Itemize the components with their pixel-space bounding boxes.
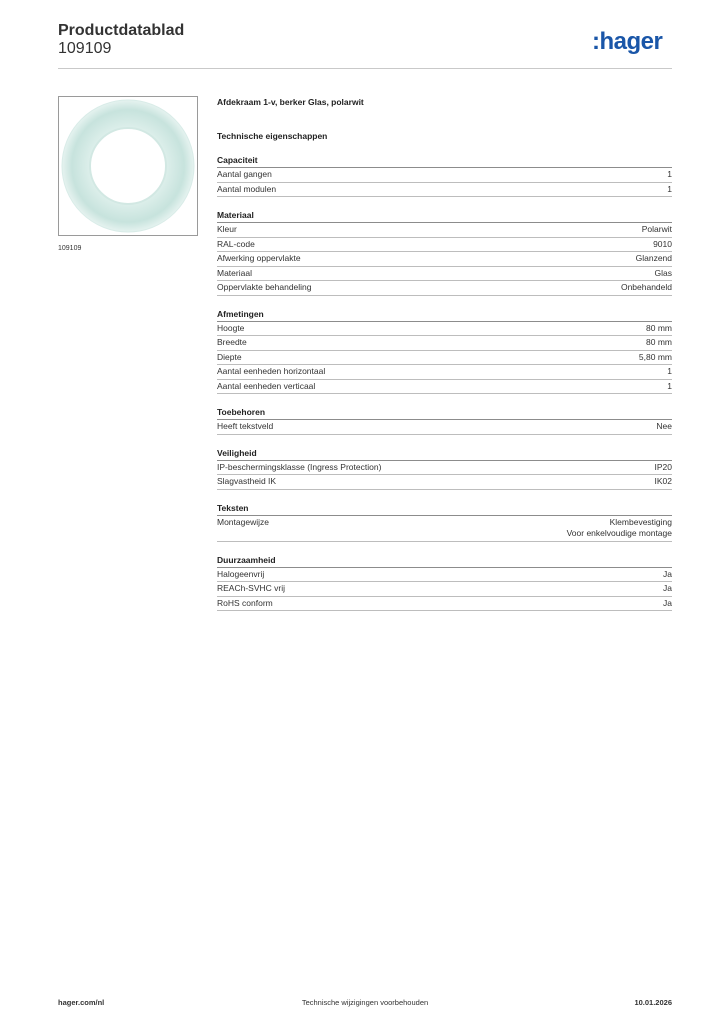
section-title: Toebehoren [217,406,672,420]
property-label: RoHS conform [217,597,273,608]
property-row [217,322,672,337]
property-label: Materiaal [217,267,252,278]
property-value: Nee [656,421,672,431]
property-value: 1 [667,366,672,376]
property-label: Breedte [217,337,247,347]
section-title: Veiligheid [217,447,672,461]
property-row [217,420,672,435]
product-content [217,96,672,611]
footer-disclaimer: Technische wijzigingen voorbehouden [301,998,429,1007]
property-value: 80 mm [646,322,672,333]
property-label: Aantal modulen [217,183,277,194]
property-row [217,380,672,395]
image-caption: 109109 [58,245,82,252]
property-value: Polarwit [641,224,672,234]
property-row [217,568,672,583]
section-title: Afmetingen [217,308,672,322]
property-row [217,223,672,238]
property-value: Ja [663,568,672,579]
section-title: Teksten [217,502,672,516]
document-number: 109109 [58,40,112,57]
property-value: Ja [663,583,672,593]
tech-properties-heading: Technische eigenschappen [217,131,328,141]
property-value-line: Klembevestiging [609,516,672,527]
property-value: Glas [654,267,672,278]
property-label: Kleur [217,224,237,234]
property-value: 1 [667,183,672,194]
property-row [217,267,672,282]
section-veiligheid [217,447,672,490]
property-label: Montagewijze [217,516,269,527]
property-label: Heeft tekstveld [217,421,274,431]
property-row [217,516,672,542]
property-label: RAL-code [217,238,255,249]
hager-logo [592,28,662,56]
property-row [217,461,672,476]
property-row [217,597,672,612]
property-value: 1 [667,169,672,179]
property-value: 9010 [653,238,672,249]
property-label: Oppervlakte behandeling [217,282,312,292]
page-header [58,22,184,58]
glass-ring-frame-icon [59,97,197,235]
footer-website: hager.com/nl [58,998,105,1007]
property-row [217,183,672,198]
logo-text: :hager [592,28,663,55]
property-value: Glanzend [635,253,672,263]
property-row [217,238,672,253]
section-capaciteit [217,154,672,197]
property-value: 1 [667,380,672,391]
property-row [217,336,672,351]
property-value: 5,80 mm [638,351,672,362]
property-row [217,252,672,267]
property-label: IP-beschermingsklasse (Ingress Protection) [217,461,382,472]
property-row [217,582,672,597]
section-title: Duurzaamheid [217,554,672,568]
section-title: Materiaal [217,209,672,223]
property-label: Aantal eenheden verticaal [217,380,316,391]
property-label: Diepte [217,351,242,362]
product-image [58,96,198,236]
property-value: Onbehandeld [620,282,672,292]
property-value: 80 mm [646,337,672,347]
property-value: Ja [663,597,672,608]
property-value: IK02 [654,476,672,486]
property-label: Aantal gangen [217,169,272,179]
section-toebehoren [217,406,672,435]
property-label: Halogeenvrij [217,568,265,579]
property-row [217,475,672,490]
property-row [217,351,672,366]
property-row [217,168,672,183]
section-afmetingen [217,308,672,395]
footer-date: 10.01.2026 [634,998,672,1007]
property-label: Aantal eenheden horizontaal [217,366,326,376]
property-label: Hoogte [217,322,245,333]
section-teksten [217,502,672,542]
section-title: Capaciteit [217,154,672,168]
property-row [217,365,672,380]
section-duurzaamheid [217,554,672,612]
property-row [217,281,672,296]
property-label: Afwerking oppervlakte [217,253,301,263]
header-divider [58,68,672,69]
document-title: Productdatablad [58,22,185,39]
property-value [567,517,672,540]
property-value-line: Voor enkelvoudige montage [566,528,672,538]
section-materiaal [217,209,672,296]
product-name: Afdekraam 1-v, berker Glas, polarwit [217,97,364,107]
property-value: IP20 [654,461,672,472]
property-label: REACh-SVHC vrij [217,583,286,593]
property-label: Slagvastheid IK [217,476,277,486]
